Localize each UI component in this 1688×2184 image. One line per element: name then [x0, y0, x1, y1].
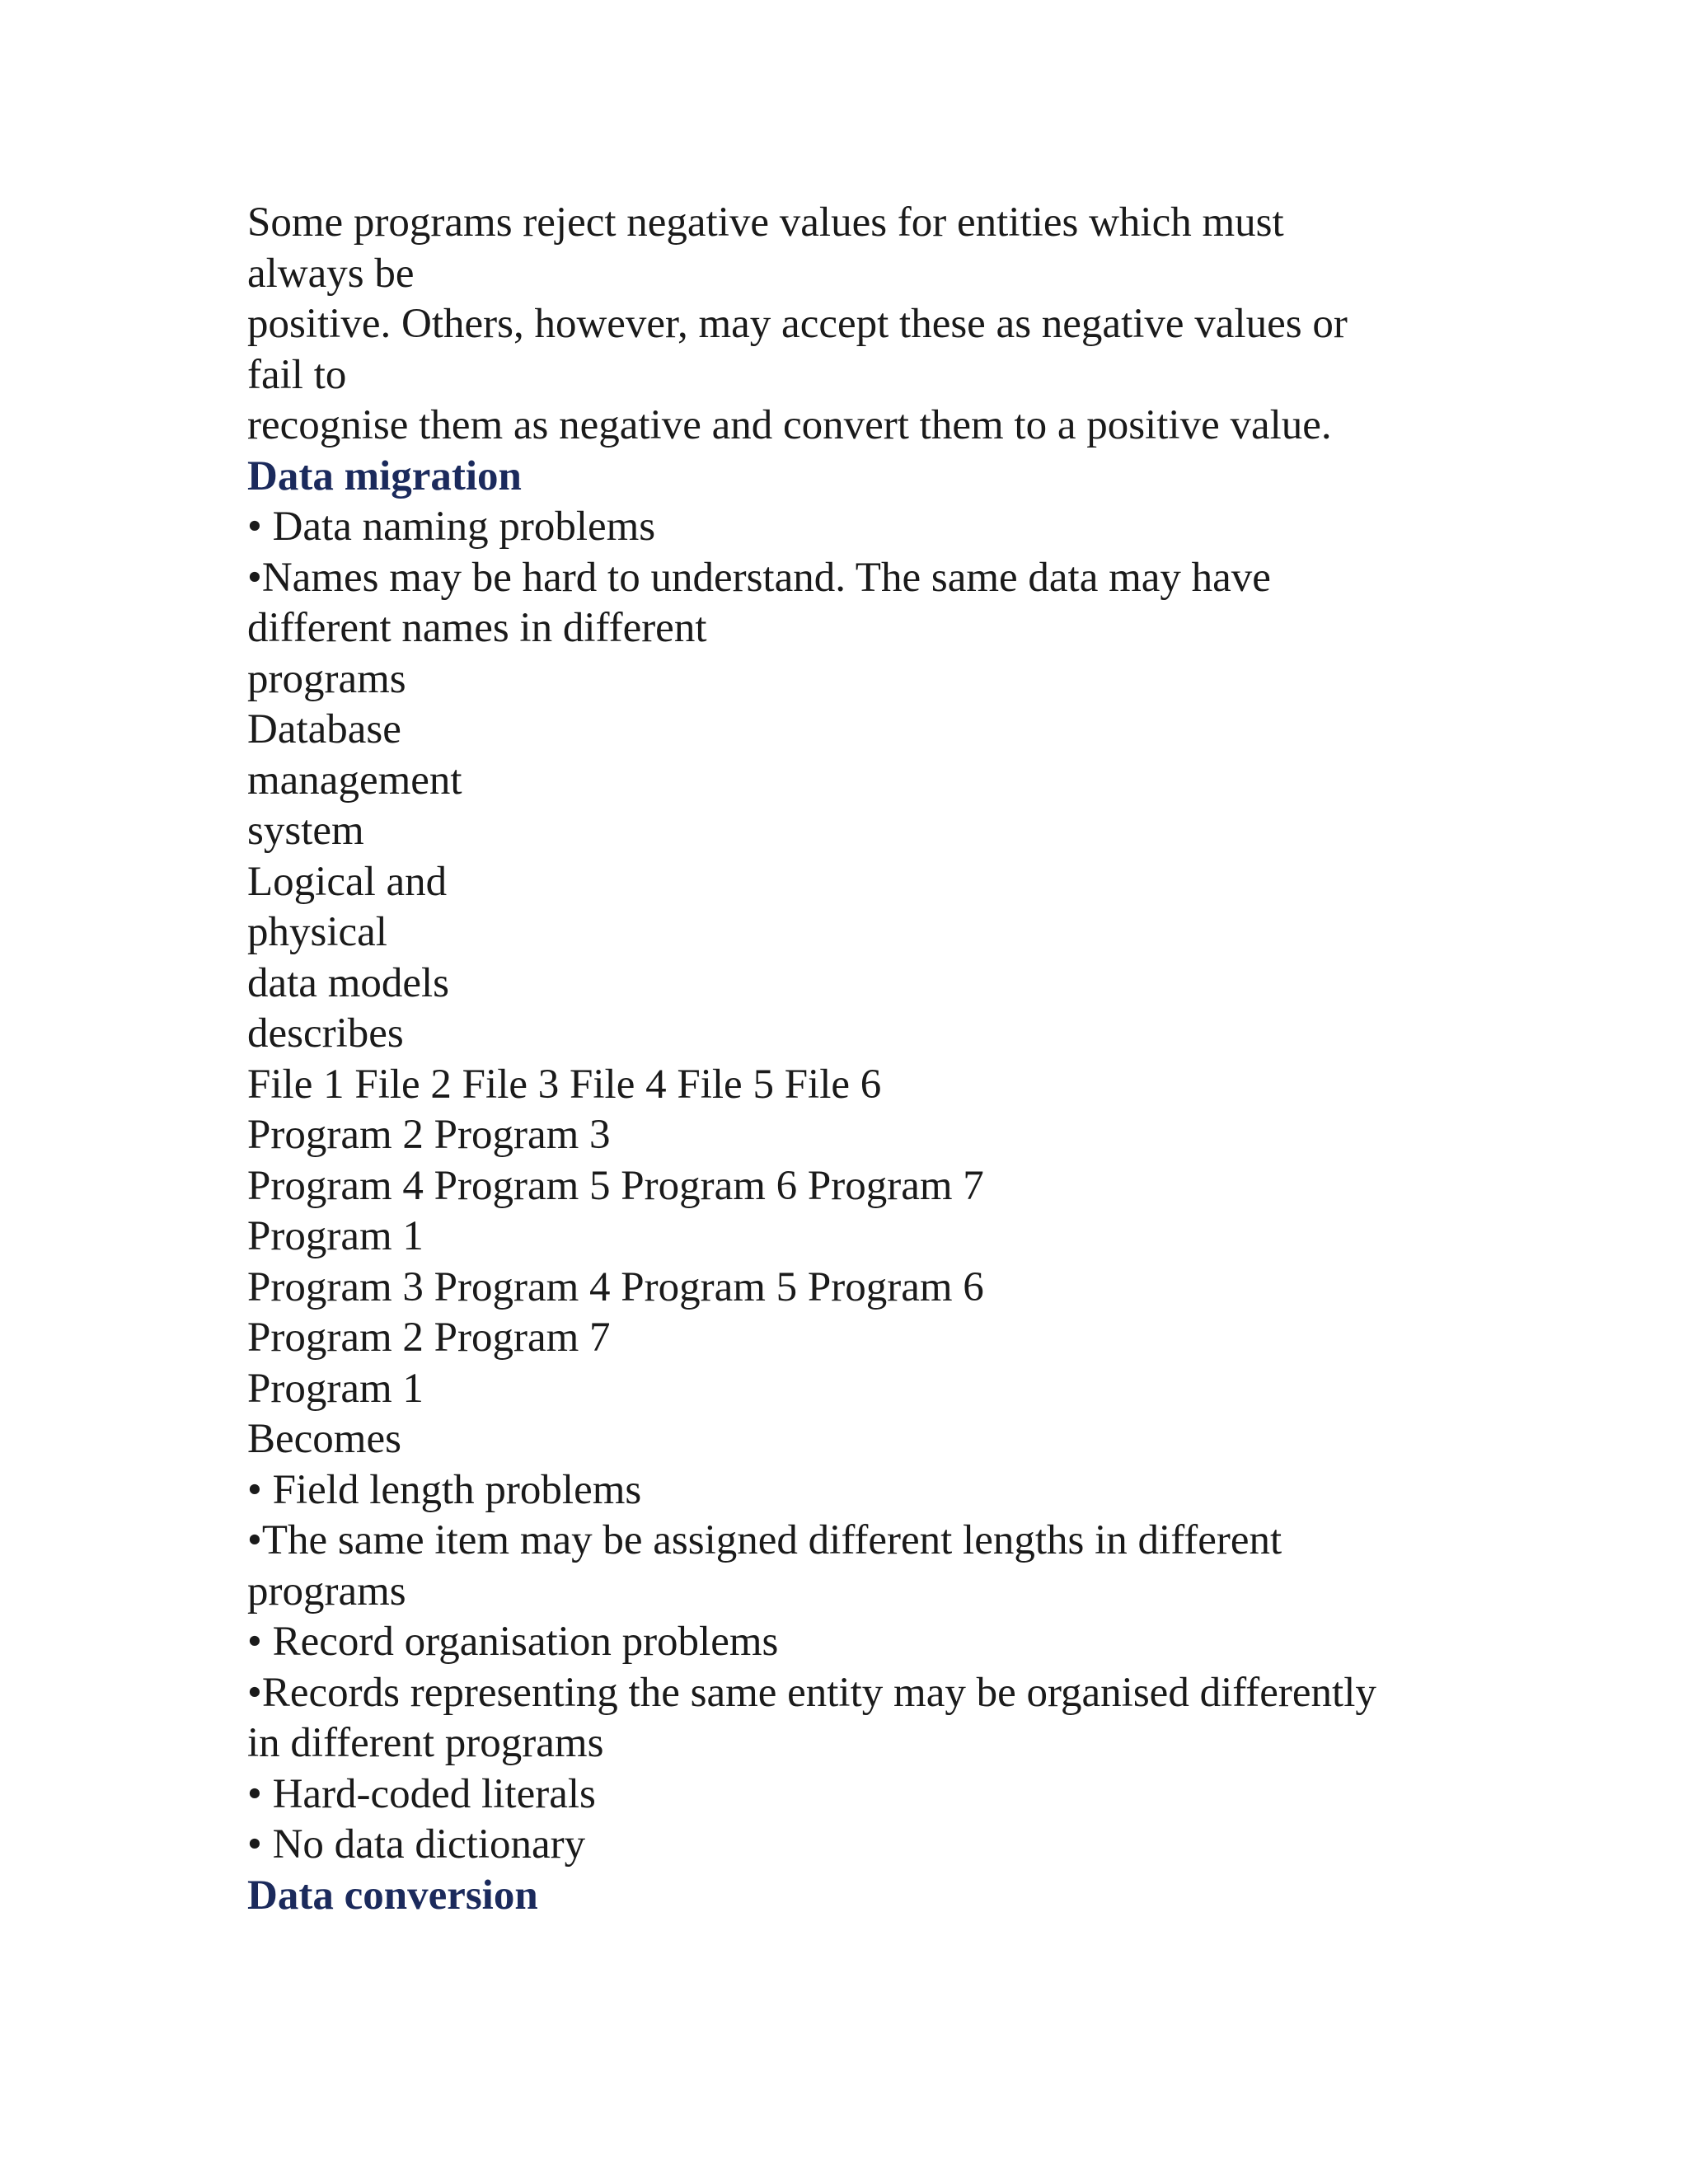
text-line: fail to	[247, 351, 347, 398]
text-line: programs	[247, 1568, 406, 1615]
text-line: programs	[247, 655, 406, 702]
section-heading: Data migration	[247, 452, 522, 499]
text-line: • Hard-coded literals	[247, 1770, 596, 1817]
text-line: management	[247, 757, 462, 804]
text-line: Some programs reject negative values for entities which must	[247, 199, 1284, 246]
text-line: •Names may be hard to understand. The same data may have	[247, 554, 1271, 601]
text-line: Becomes	[247, 1416, 401, 1462]
document-page	[247, 198, 1451, 1921]
text-line: Database	[247, 706, 401, 752]
text-line: • No data dictionary	[247, 1821, 586, 1868]
text-line: data models	[247, 959, 450, 1006]
text-line: Program 1	[247, 1213, 424, 1259]
text-line: • Data naming problems	[247, 504, 656, 550]
text-line: • Field length problems	[247, 1466, 642, 1513]
text-line: recognise them as negative and convert them to a positive value.	[247, 402, 1332, 448]
text-line: Program 2 Program 7	[247, 1315, 611, 1361]
text-line: different names in different	[247, 605, 707, 651]
text-line: Program 3 Program 4 Program 5 Program 6	[247, 1263, 984, 1310]
text-line: in different programs	[247, 1720, 604, 1766]
text-line: Logical and	[247, 858, 448, 905]
text-line: positive. Others, however, may accept these as negative values or	[247, 301, 1348, 347]
text-line: system	[247, 808, 364, 854]
text-line: Program 2 Program 3	[247, 1112, 611, 1158]
text-line: •The same item may be assigned different lengths in different	[247, 1517, 1282, 1563]
text-line: describes	[247, 1010, 404, 1057]
text-line: •Records representing the same entity may be organised differently	[247, 1669, 1376, 1716]
text-line: Program 1	[247, 1365, 424, 1412]
text-line: File 1 File 2 File 3 File 4 File 5 File 6	[247, 1061, 882, 1108]
text-line: physical	[247, 909, 387, 955]
text-line: • Record organisation problems	[247, 1619, 779, 1665]
text-line: always be	[247, 250, 415, 297]
text-line: Program 4 Program 5 Program 6 Program 7	[247, 1162, 984, 1209]
section-heading: Data conversion	[247, 1872, 538, 1919]
